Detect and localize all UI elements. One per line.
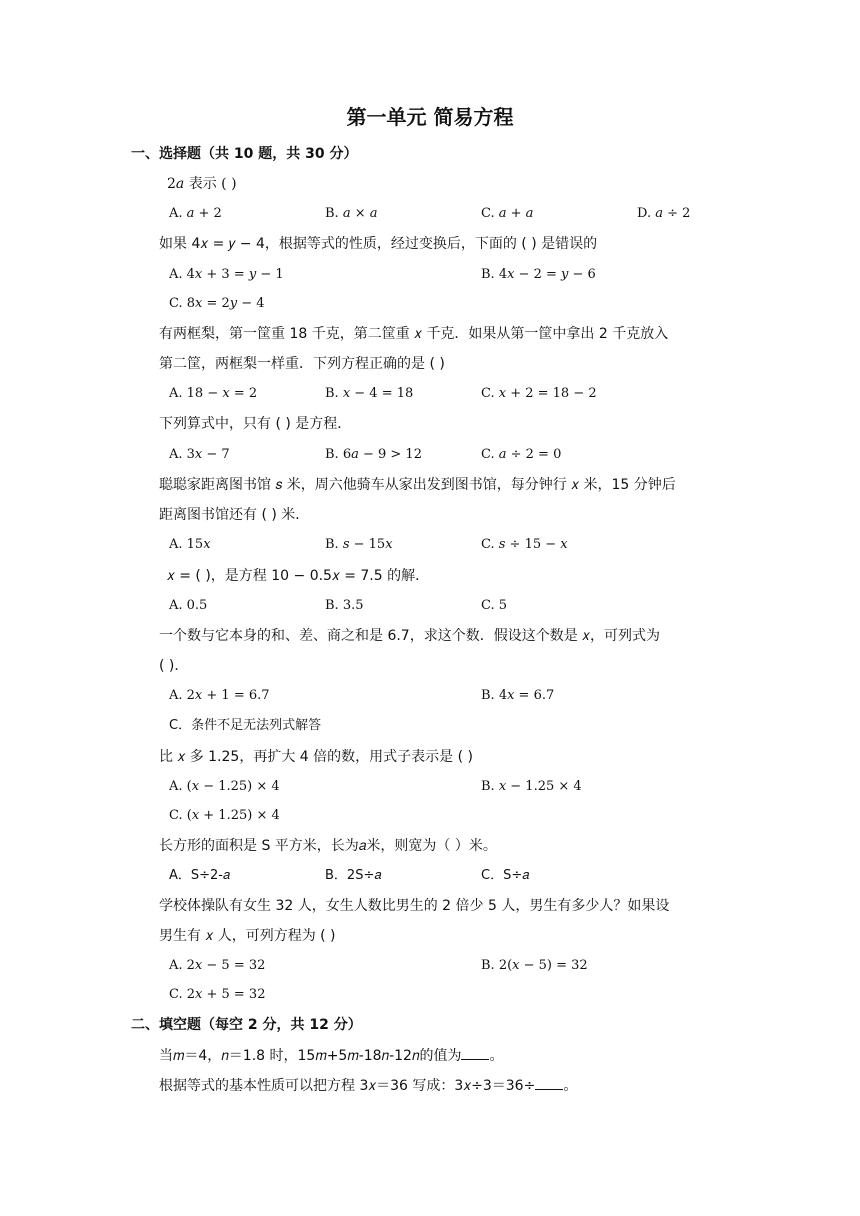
- question-5-stem-line-2: 距离图书馆还有 ( ) 米．: [159, 507, 310, 523]
- question-7-option-c: C．条件不足无法列式解答: [169, 718, 322, 733]
- question-2-option-a: A. 4𝑥 + 3 = 𝑦 − 1: [169, 267, 284, 282]
- fill-question-1: [159, 1045, 734, 1066]
- question-2-stem: 如果 4𝑥 = 𝑦 − 4，根据等式的性质，经过变换后，下面的 ( ) 是错误的: [159, 236, 598, 252]
- question-10-option-c: C. 2𝑥 + 5 = 32: [169, 987, 266, 1002]
- fill-question-2-text: 根据等式的基本性质可以把方程 3𝑥＝36 写成：3𝑥÷3＝36÷: [159, 1078, 536, 1094]
- page-title: 第一单元 简易方程: [346, 105, 514, 129]
- question-9-option-a: A．S÷2-𝑎: [169, 868, 231, 883]
- question-7-stem-line-2: ( )．: [159, 658, 189, 674]
- question-10-option-a: A. 2𝑥 − 5 = 32: [169, 958, 266, 973]
- fill-question-1-end: 。: [489, 1048, 504, 1064]
- question-4-option-c: C. 𝑎 ÷ 2 = 0: [481, 447, 562, 462]
- question-7-option-b: B. 4𝑥 = 6.7: [481, 688, 555, 703]
- section-heading-choice: 一、选择题（共 10 题，共 30 分）: [131, 146, 358, 162]
- question-5-option-c: C. 𝑠 ÷ 15 − 𝑥: [481, 537, 568, 552]
- question-1-stem: 2𝑎 表示 ( ): [167, 176, 237, 192]
- question-5-stem-line-1: 聪聪家距离图书馆 𝑠 米，周六他骑车从家出发到图书馆，每分钟行 𝑥 米，15 分钟后: [159, 477, 676, 493]
- question-7-option-a: A. 2𝑥 + 1 = 6.7: [169, 688, 270, 703]
- question-3-option-a: A. 18 − 𝑥 = 2: [169, 386, 258, 401]
- question-9-option-b: B．2S÷𝑎: [325, 868, 382, 883]
- question-3-stem-line-2: 第二筐，两框梨一样重．下列方程正确的是 ( ): [159, 356, 445, 372]
- question-4-stem: 下列算式中，只有 ( ) 是方程．: [159, 416, 352, 432]
- question-6-option-b: B. 3.5: [325, 598, 364, 613]
- question-10-option-b: B. 2(𝑥 − 5) = 32: [481, 958, 588, 973]
- question-9-stem: 长方形的面积是 S 平方米，长为𝑎米，则宽为（ ）米。: [159, 838, 497, 854]
- question-2-option-c: C. 8𝑥 = 2𝑦 − 4: [169, 296, 265, 311]
- question-4-option-b: B. 6𝑎 − 9 > 12: [325, 447, 422, 462]
- question-1-option-c: C. 𝑎 + 𝑎: [481, 206, 534, 221]
- question-8-option-b: B. 𝑥 − 1.25 × 4: [481, 779, 582, 794]
- fill-question-2-end: 。: [563, 1078, 578, 1094]
- question-10-stem-line-1: 学校体操队有女生 32 人，女生人数比男生的 2 倍少 5 人，男生有多少人？如果设: [159, 898, 670, 914]
- question-5-option-b: B. 𝑠 − 15𝑥: [325, 537, 393, 552]
- section-heading-fill: 二、填空题（每空 2 分，共 12 分）: [131, 1017, 362, 1033]
- fill-question-2: [159, 1075, 734, 1096]
- question-8-option-c: C. (𝑥 + 1.25) × 4: [169, 808, 280, 823]
- question-3-option-b: B. 𝑥 − 4 = 18: [325, 386, 414, 401]
- answer-blank[interactable]: [535, 1075, 563, 1090]
- question-6-stem: 𝑥 = ( )，是方程 10 − 0.5𝑥 = 7.5 的解．: [167, 568, 430, 584]
- question-6-option-c: C. 5: [481, 598, 508, 613]
- question-1-option-b: B. 𝑎 × 𝑎: [325, 206, 378, 221]
- question-1-option-d: D. 𝑎 ÷ 2: [637, 206, 691, 221]
- question-7-stem-line-1: 一个数与它本身的和、差、商之和是 6.7，求这个数．假设这个数是 𝑥，可列式为: [159, 628, 660, 644]
- question-10-stem-line-2: 男生有 𝑥 人，可列方程为 ( ): [159, 928, 336, 944]
- question-4-option-a: A. 3𝑥 − 7: [169, 447, 230, 462]
- question-3-stem-line-1: 有两框梨，第一筐重 18 千克，第二筐重 𝑥 千克．如果从第一筐中拿出 2 千克放入: [159, 326, 669, 342]
- question-8-option-a: A. (𝑥 − 1.25) × 4: [169, 779, 280, 794]
- question-8-stem: 比 𝑥 多 1.25，再扩大 4 倍的数，用式子表示是 ( ): [159, 749, 473, 765]
- answer-blank[interactable]: [461, 1045, 489, 1060]
- question-6-option-a: A. 0.5: [169, 598, 208, 613]
- question-2-option-b: B. 4𝑥 − 2 = 𝑦 − 6: [481, 267, 596, 282]
- question-5-option-a: A. 15𝑥: [169, 537, 211, 552]
- fill-question-1-text: 当𝑚＝4，𝑛＝1.8 时，15𝑚+5𝑚-18𝑛-12𝑛的值为: [159, 1048, 462, 1064]
- question-9-option-c: C．S÷𝑎: [481, 868, 530, 883]
- question-1-option-a: A. 𝑎 + 2: [169, 206, 222, 221]
- question-3-option-c: C. 𝑥 + 2 = 18 − 2: [481, 386, 597, 401]
